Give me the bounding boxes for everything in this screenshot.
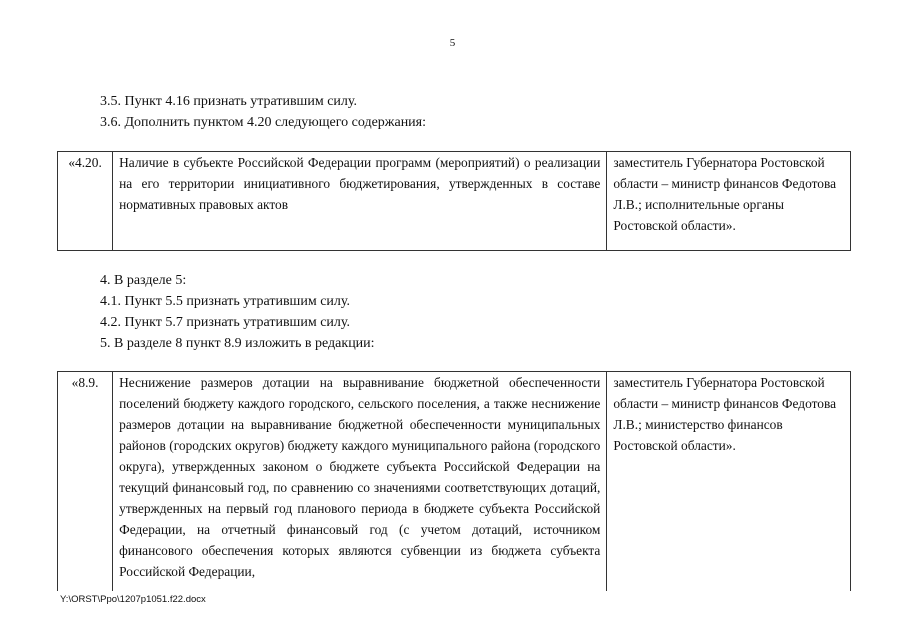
page-number: 5 <box>449 37 456 49</box>
paragraph-4-1: 4.1. Пункт 5.5 признать утратившим силу. <box>100 294 350 309</box>
item-responsible-cell: заместитель Губернатора Ростовской области – министр финансов Федотова Л.В.; исполнительные органы Ростовской области». <box>607 152 851 251</box>
paragraph-4-2: 4.2. Пункт 5.7 признать утратившим силу. <box>100 315 350 330</box>
table-item-4-20 <box>57 151 851 251</box>
file-path-footer: Y:\ORST\Ppo\1207p1051.f22.docx <box>60 594 206 605</box>
table-row <box>58 372 851 592</box>
item-number-cell: «8.9. <box>58 372 113 592</box>
table-row <box>58 152 851 251</box>
item-description-cell: Наличие в субъекте Российской Федерации программ (мероприятий) о реализации на его территории инициативного бюджетирования, утвержденных в составе нормативных правовых актов <box>113 152 607 251</box>
paragraph-3-5: 3.5. Пункт 4.16 признать утратившим силу. <box>100 94 357 109</box>
item-number-cell: «4.20. <box>58 152 113 251</box>
table-item-8-9 <box>57 371 851 591</box>
paragraph-3-6: 3.6. Дополнить пунктом 4.20 следующего содержания: <box>100 115 427 130</box>
table-item-8-9-wrapper <box>57 371 857 591</box>
item-description-cell: Неснижение размеров дотации на выравнивание бюджетной обеспеченности поселений бюджету каждого городского, сельского поселения, а также неснижение размеров дотации на выравнивание бюджетной обеспеченности муниципальных районов (городских округов) бюджету каждого муниципального района (городского округа), утвержденных законом о бюджете субъекта Российской Федерации на текущий финансовый год, по сравнению со значениями соответствующих дотаций, утвержденных на первый год планового периода в бюджете субъекта Российской Федерации, на отчетный финансовый год (с учетом дотаций, источником финансового обеспечения которых являются субвенции из бюджета субъекта Российской Федерации, <box>113 372 607 592</box>
item-responsible-cell: заместитель Губернатора Ростовской области – министр финансов Федотова Л.В.; министерство финансов Ростовской области». <box>607 372 851 592</box>
paragraph-4: 4. В разделе 5: <box>100 273 187 288</box>
paragraph-5: 5. В разделе 8 пункт 8.9 изложить в редакции: <box>100 336 375 351</box>
